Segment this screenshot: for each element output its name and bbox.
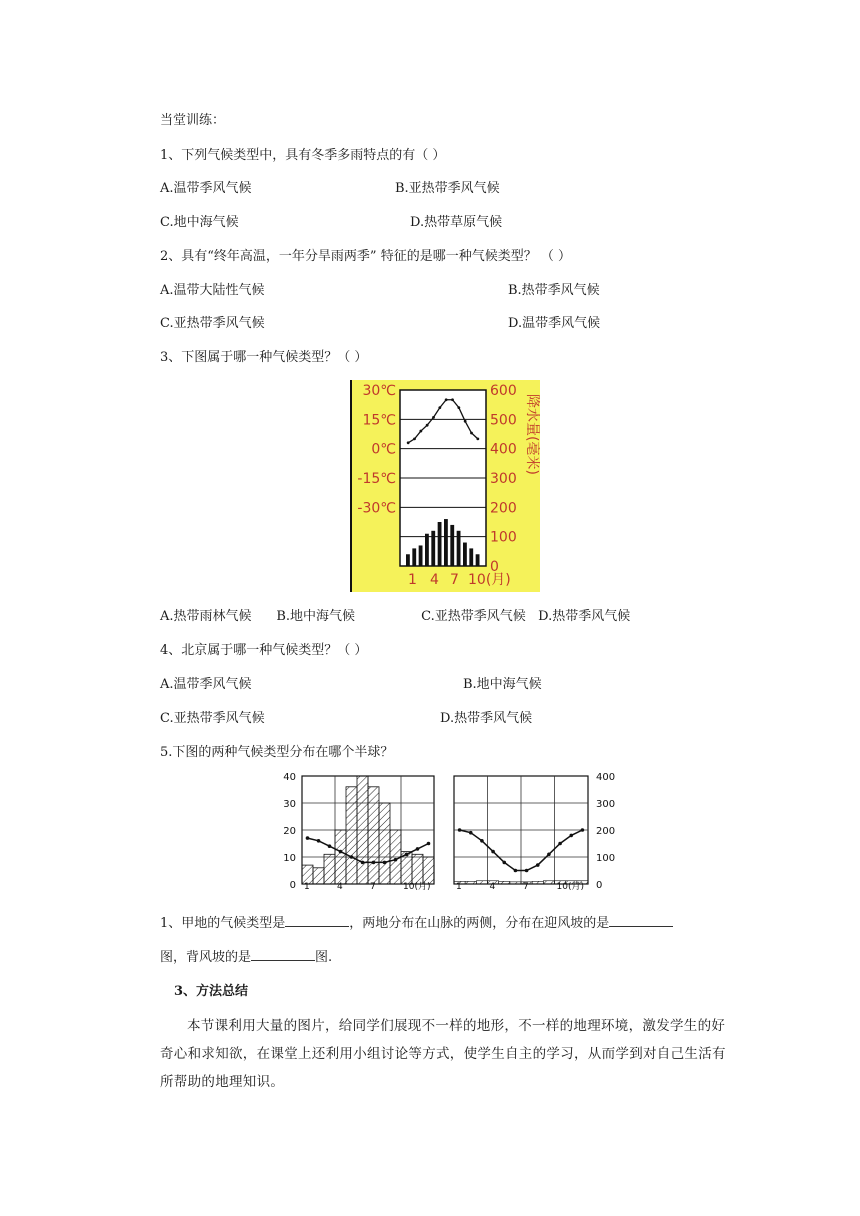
precipitation-bar [412, 854, 423, 884]
precipitation-bar [419, 545, 423, 566]
q3-options: A.热带雨林气候 B.地中海气候 C.亚热带季风气候 D.热带季风气候 [160, 609, 631, 624]
month-tick-label: 7 [450, 572, 459, 588]
precipitation-bar [335, 830, 346, 884]
month-tick-label: 10(月) [556, 882, 584, 890]
precip-tick-label: 200 [490, 500, 517, 517]
precipitation-bar [406, 554, 410, 566]
q1-option-b: B.亚热带季风气候 [395, 181, 500, 196]
temp-tick-label: 15℃ [362, 412, 396, 429]
precip-tick-label: 600 [490, 383, 517, 399]
right-tick-label: 300 [596, 799, 616, 810]
precip-tick-label: 100 [490, 529, 517, 546]
section-heading: 当堂训练： [160, 113, 226, 128]
temperature-point [464, 420, 467, 423]
fill-text-2b: 图. [315, 950, 333, 965]
blank-climate[interactable] [285, 912, 349, 927]
temperature-point [445, 398, 448, 401]
fill-text-1a: 1、甲地的气候类型是 [160, 916, 286, 931]
temperature-point [427, 842, 431, 846]
climate-chart-left [272, 772, 442, 890]
q4-option-a: A.温带季风气候 [160, 677, 252, 692]
temperature-point [569, 834, 573, 838]
precip-tick-label: 300 [490, 471, 517, 487]
precipitation-bar [357, 776, 368, 884]
temperature-point [413, 437, 416, 440]
month-tick-label: 1 [304, 882, 310, 890]
q4-option-c: C.亚热带季风气候 [160, 711, 265, 726]
blank-leeward[interactable] [251, 946, 315, 961]
month-tick-label: 10(月) [403, 882, 431, 890]
temperature-point [480, 839, 484, 843]
temperature-point [405, 853, 409, 857]
temperature-point [407, 441, 410, 444]
q2-option-d: D.温带季风气候 [508, 316, 601, 331]
precip-tick-label: 0 [490, 559, 499, 575]
question-3-stem: 3、下图属于哪一种气候类型？（ ） [160, 350, 368, 365]
temperature-point [306, 836, 310, 840]
temperature-point [426, 424, 429, 427]
precipitation-bar [532, 881, 543, 884]
temperature-point [383, 861, 387, 865]
precipitation-bar [444, 519, 448, 566]
temperature-point [457, 406, 460, 409]
question-5-stem: 5.下图的两种气候类型分布在哪个半球？ [160, 745, 394, 760]
precipitation-bar [412, 548, 416, 566]
precipitation-bar [463, 543, 467, 566]
month-tick-label: 4 [430, 572, 439, 588]
right-tick-label: 0 [596, 880, 603, 890]
q1-option-a: A.温带季风气候 [160, 181, 252, 196]
precipitation-bar [476, 554, 480, 566]
precipitation-bar [476, 881, 487, 884]
temp-tick-label: 0℃ [371, 441, 396, 458]
precipitation-bar [423, 857, 434, 884]
q1-option-c: C.地中海气候 [160, 215, 239, 230]
fill-line-2 [160, 946, 332, 967]
method-summary-heading: 3、方法总结 [174, 984, 249, 999]
temperature-point [372, 861, 376, 865]
temperature-point [470, 432, 473, 435]
precipitation-bar [543, 881, 554, 884]
right-tick-label: 100 [596, 853, 616, 864]
summary-paragraph: 本节课利用大量的图片，给同学们展现不一样的地形，不一样的地理环境，激发学生的好奇心和求知欲，在课堂上还利用小组讨论等方式，使学生自主的学习，从而学到对自己生活有所帮助的地理知识。 [160, 1018, 726, 1090]
precipitation-bar [346, 787, 357, 884]
month-tick-label: 7 [523, 882, 529, 890]
month-tick-label: 1 [408, 572, 417, 588]
precipitation-bar [324, 854, 335, 884]
precipitation-bar [450, 525, 454, 566]
precipitation-bar [379, 803, 390, 884]
right-tick-label: 200 [596, 826, 616, 837]
right-tick-label: 400 [596, 772, 616, 783]
precip-axis-label: 降水量(毫米) [524, 394, 540, 475]
q2-option-b: B.热带季风气候 [508, 283, 600, 298]
temperature-point [317, 839, 321, 843]
temperature-point [438, 406, 441, 409]
temperature-point [581, 828, 585, 832]
climate-chart-yellow [350, 380, 540, 592]
q2-option-c: C.亚热带季风气候 [160, 316, 265, 331]
temperature-point [328, 844, 332, 848]
precipitation-bar [438, 522, 442, 566]
precip-tick-label: 400 [490, 441, 517, 458]
temperature-point [432, 416, 435, 419]
temp-tick-label: -15℃ [357, 471, 396, 487]
fill-text-2a: 图，背风坡的是 [160, 950, 252, 965]
question-1-stem: 1、下列气候类型中，具有冬季多雨特点的有（ ） [160, 148, 446, 163]
temperature-point [394, 858, 398, 862]
temperature-point [514, 869, 518, 873]
question-2-stem: 2、具有“终年高温，一年分旱雨两季” 特征的是哪一种气候类型？ （ ） [160, 249, 571, 264]
fill-text-1b: ，两地分布在山脉的两侧，分布在迎风坡的是 [349, 916, 610, 931]
precipitation-bar [431, 531, 435, 566]
temperature-point [547, 853, 551, 857]
precipitation-bar [510, 882, 521, 884]
q2-option-a: A.温带大陆性气候 [160, 283, 265, 298]
q4-option-b: B.地中海气候 [463, 677, 542, 692]
month-tick-label: 4 [337, 882, 343, 890]
temp-tick-label: -30℃ [357, 500, 396, 517]
temperature-point [491, 850, 495, 854]
precip-tick-label: 500 [490, 412, 517, 429]
q1-option-d: D.热带草原气候 [410, 215, 503, 230]
temperature-point [339, 850, 343, 854]
left-tick-label: 0 [289, 880, 296, 890]
temperature-point [536, 863, 540, 867]
month-tick-label: 10(月) [468, 572, 511, 588]
month-tick-label: 1 [456, 882, 462, 890]
temperature-point [469, 831, 473, 835]
precipitation-bar [313, 868, 324, 884]
temperature-point [350, 855, 354, 859]
temperature-point [502, 861, 506, 865]
precipitation-bar [368, 787, 379, 884]
temperature-point [558, 842, 562, 846]
temperature-point [525, 869, 529, 873]
temperature-point [451, 398, 454, 401]
left-tick-label: 40 [283, 772, 296, 783]
left-tick-label: 30 [283, 799, 296, 810]
temperature-point [458, 828, 462, 832]
temperature-point [416, 847, 420, 851]
month-tick-label: 7 [370, 882, 376, 890]
precipitation-bar [457, 531, 461, 566]
temperature-point [476, 437, 479, 440]
left-tick-label: 20 [283, 826, 296, 837]
precipitation-bar [499, 881, 510, 884]
month-tick-label: 4 [489, 882, 496, 890]
temperature-point [361, 861, 365, 865]
blank-windward[interactable] [609, 912, 673, 927]
temp-tick-label: 30℃ [362, 383, 396, 399]
precipitation-bar [465, 881, 476, 884]
precipitation-bar [469, 548, 473, 566]
climate-chart-right [450, 772, 625, 890]
q4-option-d: D.热带季风气候 [440, 711, 533, 726]
left-tick-label: 10 [283, 853, 296, 864]
fill-line-1 [160, 912, 673, 933]
precipitation-bar [425, 534, 429, 566]
question-4-stem: 4、北京属于哪一种气候类型？（ ） [160, 643, 368, 658]
temperature-point [419, 430, 422, 433]
